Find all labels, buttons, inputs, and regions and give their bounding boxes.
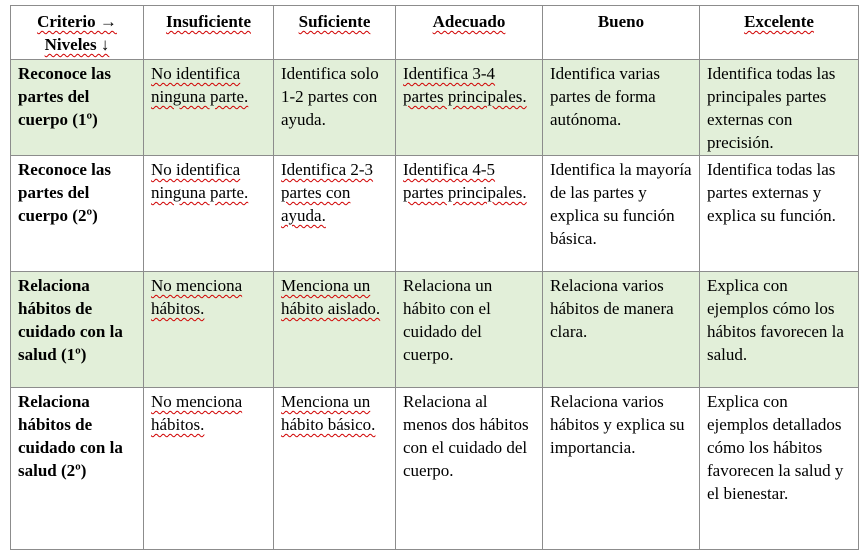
level-cell: Menciona un hábito aislado.: [274, 272, 396, 388]
level-cell: No menciona hábitos.: [144, 388, 274, 550]
level-cell: Identifica solo 1-2 partes con ayuda.: [274, 60, 396, 156]
level-header-excelente: Excelente: [700, 6, 859, 60]
header-row: [11, 6, 859, 60]
level-cell: Menciona un hábito básico.: [274, 388, 396, 550]
table-row: [11, 60, 859, 156]
level-cell: Identifica todas las partes externas y explica su función.: [700, 156, 859, 272]
level-header-adecuado: Adecuado: [396, 6, 543, 60]
level-cell: Relaciona varios hábitos de manera clara.: [543, 272, 700, 388]
level-cell: Identifica varias partes de forma autónoma.: [543, 60, 700, 156]
level-cell: Identifica todas las principales partes externas con precisión.: [700, 60, 859, 156]
rubric-table: [10, 5, 859, 550]
level-cell: No identifica ninguna parte.: [144, 60, 274, 156]
level-cell: Relaciona varios hábitos y explica su importancia.: [543, 388, 700, 550]
level-cell: Relaciona al menos dos hábitos con el cuidado del cuerpo.: [396, 388, 543, 550]
level-cell: Identifica 4-5 partes principales.: [396, 156, 543, 272]
level-cell: Relaciona un hábito con el cuidado del cuerpo.: [396, 272, 543, 388]
criterion-cell: Reconoce las partes del cuerpo (1º): [11, 60, 144, 156]
level-cell: No identifica ninguna parte.: [144, 156, 274, 272]
level-cell: Identifica 2-3 partes con ayuda.: [274, 156, 396, 272]
table-row: [11, 272, 859, 388]
level-header-bueno: Bueno: [543, 6, 700, 60]
level-cell: Identifica 3-4 partes principales.: [396, 60, 543, 156]
criterion-header: Criterio → Niveles ↓: [11, 6, 144, 60]
level-header-suficiente: Suficiente: [274, 6, 396, 60]
level-cell: Explica con ejemplos cómo los hábitos favorecen la salud.: [700, 272, 859, 388]
table-row: [11, 156, 859, 272]
level-cell: Explica con ejemplos detallados cómo los hábitos favorecen la salud y el bienestar.: [700, 388, 859, 550]
criterion-cell: Reconoce las partes del cuerpo (2º): [11, 156, 144, 272]
level-cell: Identifica la mayoría de las partes y explica su función básica.: [543, 156, 700, 272]
level-cell: No menciona hábitos.: [144, 272, 274, 388]
criterion-cell: Relaciona hábitos de cuidado con la salud (2º): [11, 388, 144, 550]
level-header-insuficiente: Insuficiente: [144, 6, 274, 60]
table-row: [11, 388, 859, 550]
criterion-cell: Relaciona hábitos de cuidado con la salud (1º): [11, 272, 144, 388]
